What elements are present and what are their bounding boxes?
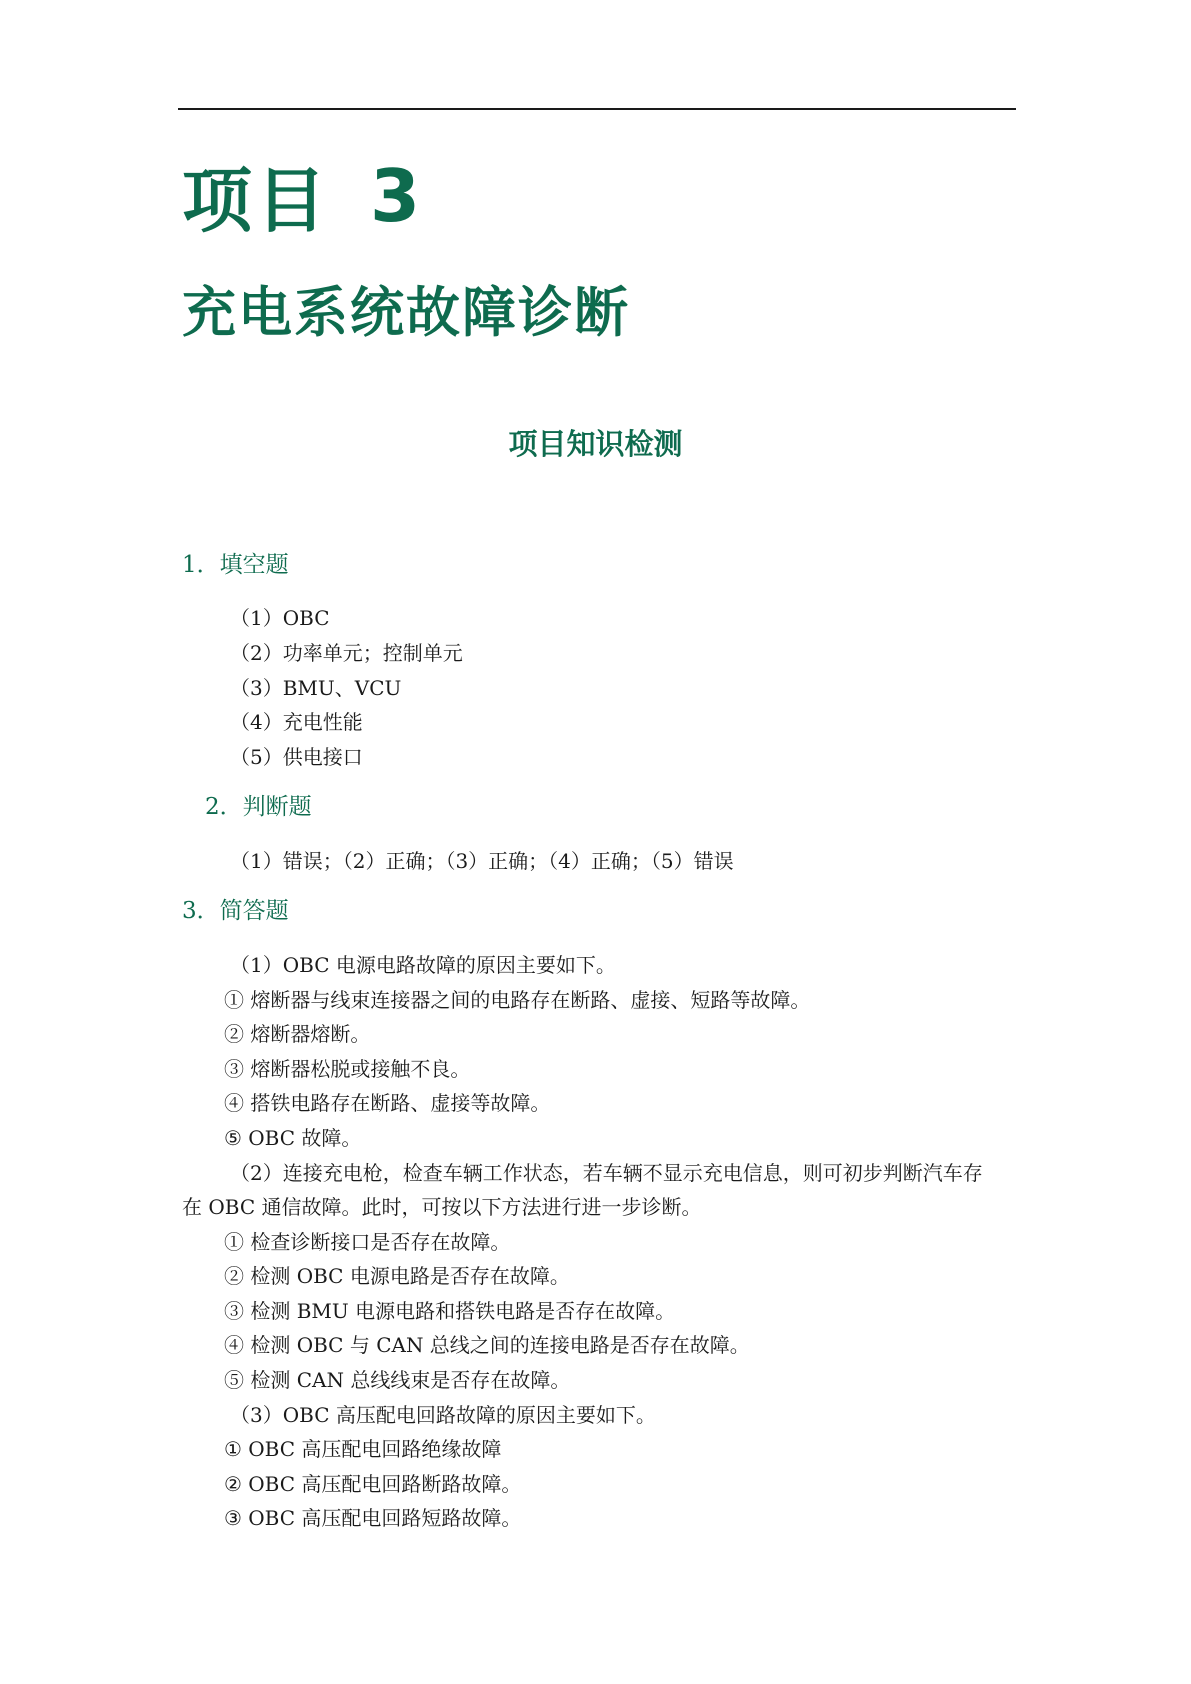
top-rule [178,108,1016,110]
q3-p3-item: ② OBC 高压配电回路断路故障。 [224,1472,522,1496]
q3-p2-item: ① 检查诊断接口是否存在故障。 [224,1230,511,1254]
q1-item: （5）供电接口 [230,745,363,769]
section-title: 项目知识检测 [508,427,683,461]
q1-item: （3）BMU、VCU [230,676,402,700]
q3-p3-item: ③ OBC 高压配电回路短路故障。 [224,1506,522,1530]
project-label: 项目 [182,160,330,242]
q3-p2-lead-line2: 在 OBC 通信故障。此时，可按以下方法进行进一步诊断。 [182,1195,702,1219]
project-number: 3 [370,154,421,238]
q3-p1-item: ① 熔断器与线束连接器之间的电路存在断路、虚接、短路等故障。 [224,988,811,1012]
q3-p2-item: ⑤ 检测 CAN 总线线束是否存在故障。 [224,1368,571,1392]
q3-p1-lead: （1）OBC 电源电路故障的原因主要如下。 [230,953,616,977]
q3-heading: 3．简答题 [182,898,289,924]
q2-answer: （1）错误；（2）正确；（3）正确；（4）正确；（5）错误 [230,849,734,873]
q3-p3-lead: （3）OBC 高压配电回路故障的原因主要如下。 [230,1403,656,1427]
chapter-title: 充电系统故障诊断 [182,281,630,344]
q3-p1-item: ③ 熔断器松脱或接触不良。 [224,1057,471,1081]
q1-item: （1）OBC [230,606,330,630]
q3-p2-lead-line1: （2）连接充电枪，检查车辆工作状态，若车辆不显示充电信息，则可初步判断汽车存 [230,1161,983,1185]
q3-p2-item: ③ 检测 BMU 电源电路和搭铁电路是否存在故障。 [224,1299,676,1323]
q3-p2-item: ④ 检测 OBC 与 CAN 总线之间的连接电路是否存在故障。 [224,1333,750,1357]
q3-p1-item: ⑤ OBC 故障。 [224,1126,362,1150]
q3-p1-item: ④ 搭铁电路存在断路、虚接等故障。 [224,1091,551,1115]
q3-p1-item: ② 熔断器熔断。 [224,1022,371,1046]
q1-item: （4）充电性能 [230,710,363,734]
q3-p2-item: ② 检测 OBC 电源电路是否存在故障。 [224,1264,570,1288]
q1-heading: 1．填空题 [182,552,289,578]
q3-p3-item: ① OBC 高压配电回路绝缘故障 [224,1437,502,1461]
q1-item: （2）功率单元；控制单元 [230,641,463,665]
q2-heading: 2．判断题 [205,794,312,820]
